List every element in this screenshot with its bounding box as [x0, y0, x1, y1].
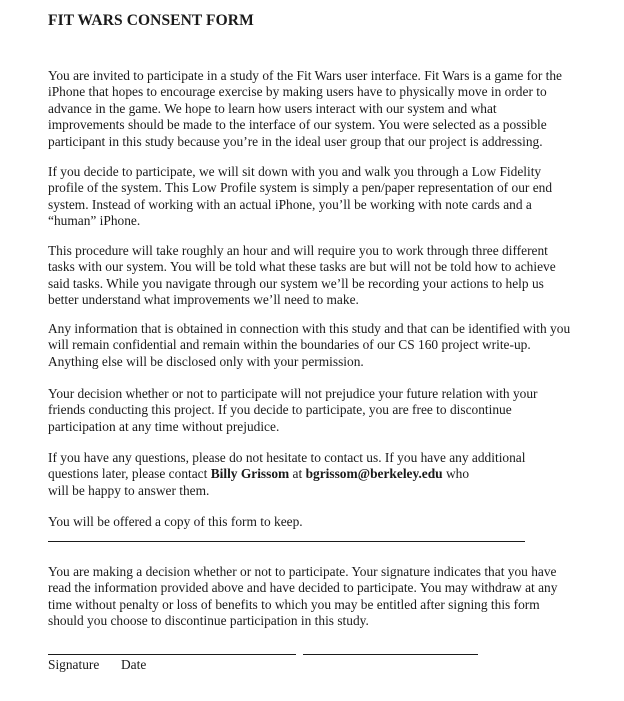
date-line[interactable] — [303, 654, 478, 655]
signature-line[interactable] — [48, 654, 296, 655]
contact-tail-text: who — [442, 466, 470, 482]
contact-email[interactable]: bgrissom@berkeley.edu — [305, 466, 443, 482]
paragraph-line: You are making a decision whether or not to participate. Your signature indicates that you have — [48, 564, 557, 579]
paragraph-line: will be happy to answer them. — [48, 482, 210, 498]
paragraph-line: should you choose to discontinue participation in this study. — [48, 613, 369, 629]
voluntary-participation-paragraph — [48, 386, 588, 435]
paragraph-line: You will be offered a copy of this form to keep. — [48, 514, 303, 529]
paragraph-line: If you have any questions, please do not hesitate to contact us. If you have any additional — [48, 450, 526, 465]
paragraph-line: tasks with our system. You will be told what these tasks are but will not be told how to achieve — [48, 259, 556, 275]
paragraph-line: participation at any time without prejudice. — [48, 418, 280, 434]
paragraph-line: advance in the game. We hope to learn how users interact with our system and what — [48, 100, 497, 116]
paragraph-line: time without penalty or loss of benefits to which you may be entitled after signing this form — [48, 596, 540, 612]
paragraph-line: will remain confidential and remain within the boundaries of our CS 160 project write-up. — [48, 337, 531, 353]
paragraph-line: If you decide to participate, we will sit down with you and walk you through a Low Fidelity — [48, 164, 542, 179]
paragraph-line: read the information provided above and have decided to participate. You may withdraw at any — [48, 580, 558, 596]
paragraph-line: Any information that is obtained in connection with this study and that can be identified with you — [48, 321, 571, 336]
contact-paragraph — [48, 450, 588, 499]
confidentiality-paragraph — [48, 321, 588, 370]
paragraph-line — [48, 466, 588, 482]
paragraph-line: system. Instead of working with an actual iPhone, you’ll be working with note cards and a — [48, 196, 532, 212]
contact-at-text: at — [289, 466, 306, 482]
paragraph-line: better understand what improvements we’ll need to make. — [48, 292, 359, 308]
signature-statement-paragraph — [48, 564, 588, 630]
paragraph-line: participant in this study because you’re in the ideal user group that our project is addressing. — [48, 133, 543, 149]
date-label: Date — [121, 657, 147, 672]
form-title: FIT WARS CONSENT FORM — [48, 12, 254, 29]
procedure-overview-paragraph — [48, 164, 588, 230]
paragraph-line: Your decision whether or not to participate will not prejudice your future relation with your — [48, 386, 538, 401]
intro-paragraph — [48, 68, 588, 150]
contact-name: Billy Grissom — [210, 466, 290, 482]
paragraph-line: iPhone that hopes to encourage exercise by making users have to physically move in order to — [48, 84, 547, 100]
signature-label: Signature — [48, 657, 100, 672]
contact-intro-text: questions later, please contact — [48, 466, 211, 482]
paragraph-line: This procedure will take roughly an hour and will require you to work through three different — [48, 243, 548, 258]
procedure-details-paragraph — [48, 243, 588, 309]
copy-notice-paragraph — [48, 514, 588, 530]
section-divider — [48, 541, 525, 542]
paragraph-line: said tasks. While you navigate through our system we’ll be recording your actions to help us — [48, 275, 544, 291]
paragraph-line: “human” iPhone. — [48, 213, 141, 229]
paragraph-line: friends conducting this project. If you decide to participate, you are free to discontinue — [48, 402, 512, 418]
paragraph-line: You are invited to participate in a study of the Fit Wars user interface. Fit Wars is a game for the — [48, 68, 563, 83]
paragraph-line: Anything else will be disclosed only with your permission. — [48, 353, 364, 369]
paragraph-line: improvements should be made to the interface of our system. You were selected as a possible — [48, 117, 547, 133]
paragraph-line: profile of the system. This Low Profile system is simply a pen/paper representation of our end — [48, 180, 553, 196]
